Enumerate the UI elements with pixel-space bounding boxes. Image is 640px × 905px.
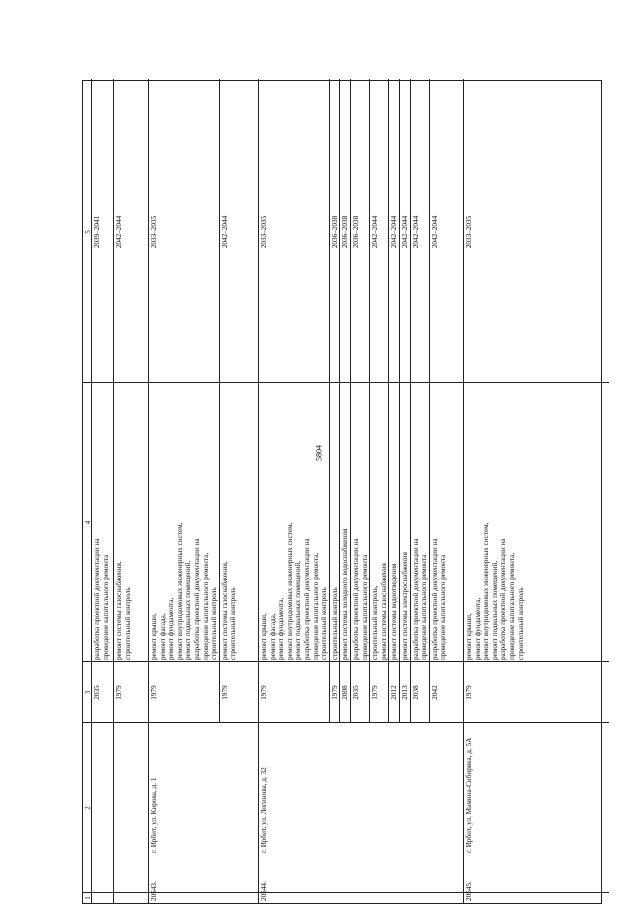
work-entry xyxy=(411,79,430,723)
table-header-row xyxy=(83,79,92,903)
table-row xyxy=(149,79,259,903)
year: 2038 xyxy=(411,685,420,700)
table-row xyxy=(92,79,114,903)
table-row xyxy=(464,79,609,903)
column-divider xyxy=(114,892,148,893)
column-divider xyxy=(259,892,463,893)
table-row xyxy=(259,79,464,903)
work-line: ремонт системы газоснабжения, xyxy=(220,561,229,660)
year: 2012 xyxy=(390,685,399,700)
work-description xyxy=(114,383,149,662)
work-entry xyxy=(259,79,330,723)
period: 2042–2044 xyxy=(220,215,229,249)
address xyxy=(92,723,113,855)
work-line: ремонт крыши, xyxy=(260,613,268,660)
work-line: разработка проектной документации на xyxy=(430,538,439,660)
row-number xyxy=(92,855,113,903)
address: г. Ирбит, ул. Мамина-Сибиряка, д. 5А xyxy=(465,737,473,853)
work-line: строительный контроль xyxy=(320,587,329,660)
column-divider xyxy=(220,382,259,383)
column-divider xyxy=(340,382,350,383)
column-divider xyxy=(464,382,609,383)
column-divider xyxy=(400,661,410,662)
work-description xyxy=(259,383,329,662)
work-description xyxy=(370,383,388,662)
work-line: ремонт подвальных помещений, xyxy=(184,560,193,660)
work-description xyxy=(340,383,350,662)
work-description xyxy=(351,383,369,662)
work-description xyxy=(92,383,114,662)
work-entry xyxy=(220,79,259,723)
column-divider xyxy=(464,722,609,723)
column-divider xyxy=(114,661,149,662)
period: 2042–2044 xyxy=(390,215,399,249)
year: 1979 xyxy=(150,685,158,700)
period: 2042–2044 xyxy=(411,215,420,249)
work-entry xyxy=(389,79,400,723)
work-line: разработка проектной документации на xyxy=(352,538,360,660)
work-line: разработка проектной документации на xyxy=(499,538,508,660)
work-entry xyxy=(400,79,411,723)
column-divider xyxy=(351,661,369,662)
work-line: разработка проектной документации на xyxy=(192,538,201,660)
work-line: ремонт фасада, xyxy=(158,613,167,660)
period: 2036–2038 xyxy=(352,215,360,249)
year: 2042 xyxy=(430,685,439,700)
work-line: ремонт фундамента, xyxy=(473,597,482,660)
work-entry xyxy=(340,79,351,723)
work-line: строительный контроль xyxy=(229,587,238,660)
column-divider xyxy=(259,722,463,723)
column-divider xyxy=(464,661,609,662)
column-divider xyxy=(411,382,429,383)
column-divider xyxy=(370,382,388,383)
column-divider xyxy=(92,892,113,893)
column-divider xyxy=(351,382,369,383)
column-divider xyxy=(330,382,340,383)
address: г. Ирбит, ул. Кирова, д. 1 xyxy=(150,777,158,853)
work-line: строительный контроль xyxy=(516,587,525,660)
period: 2033–2035 xyxy=(150,215,158,249)
work-line: ремонт системы газоснабжения, xyxy=(115,561,123,660)
column-divider xyxy=(389,661,399,662)
work-line: строительный контроль, xyxy=(371,585,380,660)
year: 1979 xyxy=(371,685,380,700)
works-table-rotated xyxy=(82,80,602,904)
period: 2036–2038 xyxy=(330,215,339,249)
work-line: ремонт системы электроснабжения xyxy=(401,552,409,660)
year: 2035 xyxy=(93,685,101,700)
column-divider xyxy=(92,722,113,723)
period: 2036–2038 xyxy=(341,215,350,249)
column-divider xyxy=(149,382,219,383)
column-divider xyxy=(83,722,92,723)
year: 1979 xyxy=(220,685,229,700)
year: 1979 xyxy=(330,685,339,700)
work-line: разработка проектной документации на xyxy=(93,538,101,660)
address xyxy=(114,723,148,855)
work-line: ремонт крыши, xyxy=(465,613,473,660)
column-divider xyxy=(430,382,464,383)
column-divider xyxy=(92,661,114,662)
work-line: ремонт фундамента, xyxy=(167,597,176,660)
work-line: ремонт фундамента, xyxy=(277,597,286,660)
page-number: 5804 xyxy=(314,445,324,461)
column-divider xyxy=(259,382,329,383)
column-divider xyxy=(220,661,259,662)
column-divider xyxy=(149,892,258,893)
work-line: строительный контроль xyxy=(330,587,339,660)
work-description xyxy=(430,383,464,662)
work-line: строительный контроль xyxy=(123,587,132,660)
work-line: проведение капитального ремонта xyxy=(360,554,369,660)
year: 1979 xyxy=(115,685,123,700)
period: 2033–2035 xyxy=(260,215,268,249)
year: 2008 xyxy=(341,685,350,700)
work-line: разработка проектной документации на xyxy=(302,538,311,660)
work-description xyxy=(411,383,429,662)
work-description xyxy=(330,383,340,662)
column-divider xyxy=(259,661,329,662)
work-line: проведение капитального ремонта, xyxy=(311,552,320,660)
work-line: проведение капитального ремонта xyxy=(101,554,110,660)
work-line: разработка проектной документации на xyxy=(411,538,420,660)
header-cell: 1 xyxy=(84,896,92,900)
period: 2042–2044 xyxy=(371,215,380,249)
works-table xyxy=(82,80,602,904)
work-line: ремонт подвальных помещений, xyxy=(490,560,499,660)
work-line: ремонт внутридомовых инженерных систем, xyxy=(175,522,184,660)
work-entry xyxy=(149,79,220,723)
address: г. Ирбит, ул. Логинова, д. 32 xyxy=(260,767,268,853)
row-number: 20544. xyxy=(260,881,268,901)
work-entry xyxy=(330,79,341,723)
work-description xyxy=(220,383,259,662)
work-line: проведение капитального ремонта, xyxy=(507,552,516,660)
header-cell: 3 xyxy=(84,690,92,695)
period: 2039–2041 xyxy=(93,215,101,249)
column-divider xyxy=(330,661,340,662)
header-cell: 2 xyxy=(84,806,92,810)
year: 1979 xyxy=(260,685,268,700)
header-cell: 5 xyxy=(84,230,92,234)
period: 2042–2044 xyxy=(401,215,409,249)
column-divider xyxy=(464,892,609,893)
period: 2042–2044 xyxy=(115,215,123,249)
work-entry xyxy=(114,79,149,723)
column-divider xyxy=(411,661,429,662)
year: 2013 xyxy=(401,685,409,700)
work-description xyxy=(464,383,609,662)
column-divider xyxy=(92,382,114,383)
column-divider xyxy=(83,661,92,662)
work-entry xyxy=(430,79,464,723)
column-divider xyxy=(400,382,410,383)
column-divider xyxy=(83,892,92,893)
period: 2042–2044 xyxy=(430,215,439,249)
work-line: проведение капитального ремонта, xyxy=(201,552,210,660)
row-number: 20545. xyxy=(465,881,473,901)
table-row xyxy=(114,79,149,903)
work-line: ремонт фасада, xyxy=(268,613,277,660)
work-line: строительный контроль xyxy=(210,587,219,660)
work-line: ремонт системы газоснабжения xyxy=(379,563,388,660)
column-divider xyxy=(389,382,399,383)
work-description xyxy=(400,383,410,662)
row-number xyxy=(114,855,148,903)
work-line: ремонт крыши, xyxy=(150,613,158,660)
work-entry xyxy=(92,79,114,723)
work-description xyxy=(149,383,219,662)
period: 2033–2035 xyxy=(465,215,473,249)
column-divider xyxy=(370,661,388,662)
column-divider xyxy=(430,661,464,662)
work-entry xyxy=(351,79,370,723)
work-line: ремонт подвальных помещений, xyxy=(294,560,303,660)
work-line: проведение капитального ремонта xyxy=(420,554,429,660)
column-divider xyxy=(149,661,219,662)
work-line: проведение капитального ремонта xyxy=(439,554,448,660)
column-divider xyxy=(114,722,148,723)
year: 2035 xyxy=(352,685,360,700)
work-entry xyxy=(370,79,389,723)
work-line: ремонт системы холодного водоснабжения xyxy=(341,528,350,660)
work-line: ремонт внутридомовых инженерных систем, xyxy=(482,522,491,660)
row-number: 20543. xyxy=(150,881,158,901)
column-divider xyxy=(114,382,149,383)
header-cell: 4 xyxy=(84,520,92,525)
work-line: ремонт внутридомовых инженерных систем, xyxy=(285,522,294,660)
year: 1979 xyxy=(465,685,473,700)
column-divider xyxy=(83,382,92,383)
column-divider xyxy=(340,661,350,662)
work-line: ремонт системы водоотведения xyxy=(390,563,399,660)
column-divider xyxy=(149,722,258,723)
work-description xyxy=(389,383,399,662)
work-entry xyxy=(464,79,609,723)
